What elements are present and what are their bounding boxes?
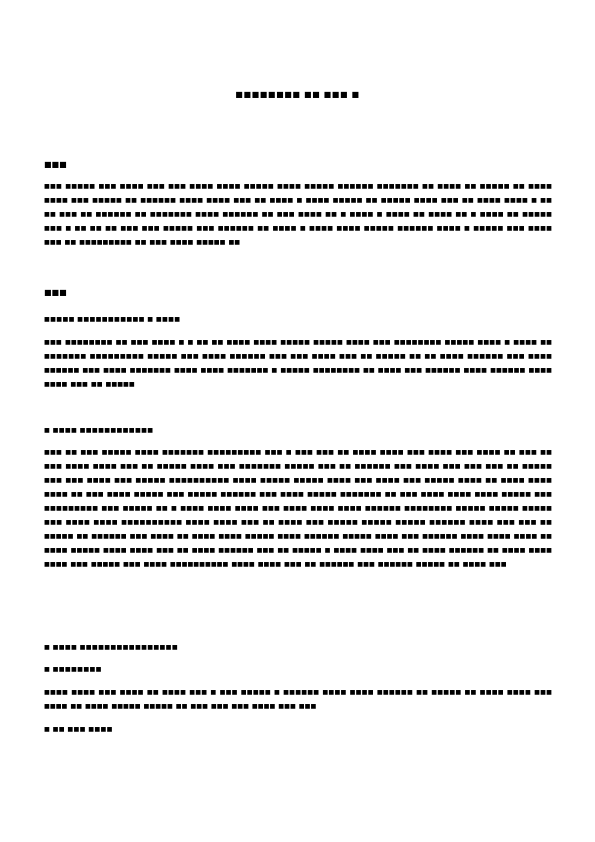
subsection-paragraph-1: ■■■ ■■■■■■■■ ■■ ■■■ ■■■■ ■ ■ ■■ ■■ ■■■■ ■■■■ ■■■■■ ■■■■■ ■■■■ ■■■ ■■■■■■■■ ■■■■■ ■■■■ ■ ■■■■ ■■ ■■■■■■■ ■■■■■■■■■ ■■■■■ ■■■ ■■■■ ■■■■■■ ■■■ ■■■ ■■■■ ■■■ ■■ ■■■■■ ■■ ■■ ■■■■ ■■■■■■ ■■■ ■■■■ ■■■■■■ ■■■ ■■■■ ■■■■■■■ ■■■■ ■■■■ ■■■■■■■ ■ ■■■■■ ■■■■■■■■ ■■ ■■■■ ■■■ ■■■■■■ ■■■■ ■■■■■■ ■■■■ ■■■■ ■■■ ■■ ■■■■■ xyxy=(44,339,552,388)
document-title: ■■■■■■■■ ■■ ■■■ ■ xyxy=(235,90,360,99)
subsection-paragraph-2: ■■■ ■■ ■■■ ■■■■■ ■■■■ ■■■■■■■ ■■■■■■■■■ ■■■ ■ ■■■ ■■■ ■■ ■■■■ ■■■■ ■■■ ■■■■ ■■■ ■■■■ ■■ ■■■ ■■ ■■■ ■■■■ ■■■■ ■■■ ■■ ■■■■■ ■■■■ ■■■ ■■■■■■■ ■■■■■ ■■■ ■■ ■■■■■■ ■■■ ■■■■ ■■■ ■■■ ■■■ ■■ ■■■■■ ■■■ ■■■ ■■■■ ■■■ ■■■■■ ■■■■■■■■■■ ■■■■ ■■■■■ ■■■■■ ■■■■ ■■■ ■■■■ ■■■ ■■■■■ ■■■■ ■■ ■■■■ ■■■■ ■■■■ ■■ ■■■ ■■■■ ■■■■■ ■■■ ■■■■■ ■■■■■■ ■■■ ■■■■ ■■■■■ ■■■■■■■ ■■ ■■■ ■■■■ ■■■■ ■■■■ ■■■■■ ■■■ ■■■■■■■■■ ■■■ ■■■■■ ■■ ■ ■■■■ ■■■■ ■■■■ ■■■ ■■■■ ■■■■ ■■■■ ■■■■■■ ■■■■■■■■ ■■■■■ ■■■■■ ■■■■■ ■■■ ■■■■ ■■■■ ■■■■■■■■■■ ■■■■ ■■■■ ■■■ ■■ ■■■■ ■■■ ■■■■■ ■■■■■ ■■■■■ ■■■■■■ ■■■■ ■■■ ■■■ ■■ ■■■■■ ■■ ■■■■■■ ■■■ ■■■■ ■■ ■■■■ ■■■■ ■■■■■ ■■■■ ■■■■■■ ■■■■■ ■■■■ ■■■ ■■■■■■ ■■■■ ■■■■ ■■■■ ■■ ■■■■ ■■■■■ ■■■■ ■■■■ ■■■ ■■ ■■■■ ■■■■■■ ■■■ ■■ ■■■■■ ■ ■■■■ ■■■■ ■■■ ■■ ■■■■ ■■■■■■ ■■ ■■■■ ■■■■ ■■■■ ■■■ ■■■■■ ■■■ ■■■■ ■■■■■■■■■■ ■■■■ ■■■■ ■■■ ■■ ■■■■■■ ■■■ ■■■■■■ ■■■■■ ■■ ■■■■ ■■■ xyxy=(44,449,552,568)
subsection-heading-3: ■ ■■■■ ■■■■■■■■■■■■■■■■ xyxy=(44,644,178,651)
subsection-heading-2: ■ ■■■■ ■■■■■■■■■■■■ xyxy=(44,427,154,434)
subsection-minor-heading-3: ■ ■■■■■■■■ xyxy=(44,666,102,673)
subsection-heading-4: ■ ■■ ■■■ ■■■■ xyxy=(44,726,113,733)
section-label-intro: ■■■ xyxy=(44,160,67,169)
subsection-paragraph-3: ■■■■ ■■■■ ■■■ ■■■■ ■■ ■■■■ ■■■ ■ ■■■ ■■■■■ ■ ■■■■■■ ■■■■ ■■■■ ■■■■■■ ■■ ■■■■■ ■■ ■■■■ ■■■■ ■■■ ■■■■ ■■ ■■■■ ■■■■■ ■■■■■ ■■ ■■■ ■■■ ■■■ ■■■■ ■■■ ■■■ xyxy=(44,689,552,710)
section-label-body: ■■■ xyxy=(44,288,67,297)
intro-paragraph: ■■■ ■■■■■ ■■■ ■■■■ ■■■ ■■■ ■■■■ ■■■■ ■■■■■ ■■■■ ■■■■■ ■■■■■■ ■■■■■■■ ■■ ■■■■ ■■ ■■■■■ ■■ ■■■■ ■■■■ ■■■ ■■■■■ ■■ ■■■■■■ ■■■■ ■■■■ ■■■ ■■ ■■■■ ■ ■■■■ ■■■■■ ■■ ■■■■■ ■■■■ ■■■ ■■ ■■■■ ■■■■ ■ ■■ ■■ ■■■ ■■ ■■■■■■ ■■ ■■■■■■■ ■■■■ ■■■■■■ ■■ ■■■ ■■■■ ■■ ■ ■■■■ ■ ■■■■ ■■ ■■■■ ■■ ■ ■■■■ ■■ ■■■■■ ■■■ ■ ■■ ■■ ■■ ■■■ ■■■ ■■■■■ ■■■ ■■■■■■ ■■ ■■■■ ■ ■■■■ ■■■■ ■■■■■ ■■■■■■ ■■■■ ■ ■■■■■ ■■■ ■■■■ ■■■ ■■ ■■■■■■■■■ ■■ ■■■ ■■■■ ■■■■■ ■■ xyxy=(44,183,552,246)
subsection-heading-1: ■■■■■ ■■■■■■■■■■■ ■ ■■■■ xyxy=(44,316,181,323)
